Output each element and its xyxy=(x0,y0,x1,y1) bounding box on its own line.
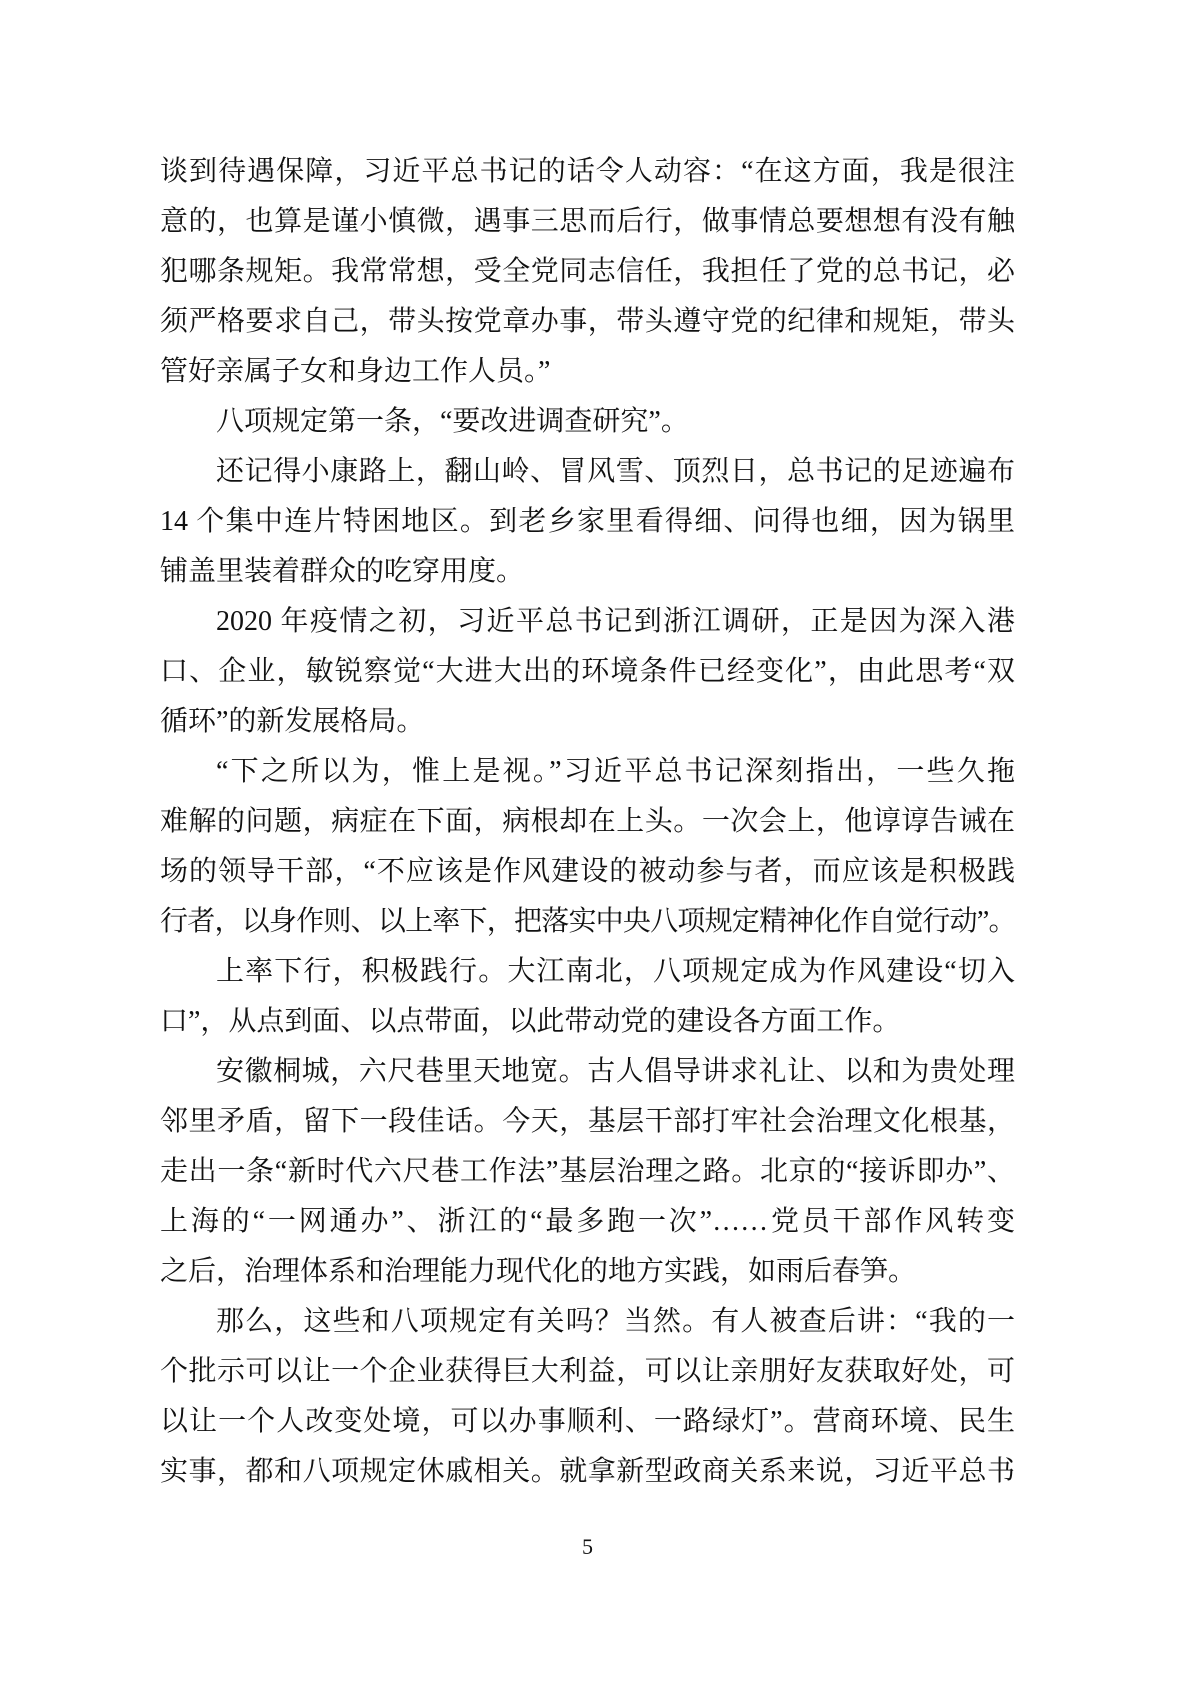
text-line: 铺盖里装着群众的吃穿用度。 xyxy=(160,556,525,587)
text-line: 还记得小康路上，翻山岭、冒风雪、顶烈日，总书记的足迹遍布 xyxy=(216,456,1015,487)
page-number: 5 xyxy=(582,1534,593,1559)
text-line: 八项规定第一条，“要改进调查研究”。 xyxy=(216,406,689,437)
text-line: 管好亲属子女和身边工作人员。” xyxy=(160,356,551,387)
text-line: 安徽桐城，六尺巷里天地宽。古人倡导讲求礼让、以和为贵处理 xyxy=(216,1056,1015,1087)
text-line: 行者，以身作则、以上率下，把落实中央八项规定精神化作自觉行动”。 xyxy=(160,906,1015,937)
text-line: 那么，这些和八项规定有关吗？当然。有人被查后讲：“我的一 xyxy=(216,1306,1015,1337)
text-line: 之后，治理体系和治理能力现代化的地方实践，如雨后春笋。 xyxy=(160,1256,917,1287)
text-line: 2020 年疫情之初，习近平总书记到浙江调研，正是因为深入港 xyxy=(216,606,1015,637)
text-line: 犯哪条规矩。我常常想，受全党同志信任，我担任了党的总书记，必 xyxy=(160,256,1015,287)
text-line: 须严格要求自己，带头按党章办事，带头遵守党的纪律和规矩，带头 xyxy=(160,306,1015,337)
text-line: 上率下行，积极践行。大江南北，八项规定成为作风建设“切入 xyxy=(216,956,1015,987)
text-line: 个批示可以让一个企业获得巨大利益，可以让亲朋好友获取好处，可 xyxy=(160,1356,1015,1387)
document-body xyxy=(160,147,1015,1497)
text-line: 口”，从点到面、以点带面，以此带动党的建设各方面工作。 xyxy=(160,1006,901,1037)
text-line: 口、企业，敏锐察觉“大进大出的环境条件已经变化”，由此思考“双 xyxy=(160,656,1015,687)
text-line: 场的领导干部，“不应该是作风建设的被动参与者，而应该是积极践 xyxy=(160,856,1015,887)
text-line: 以让一个人改变处境，可以办事顺利、一路绿灯”。营商环境、民生 xyxy=(160,1406,1015,1437)
text-line: 邻里矛盾，留下一段佳话。今天，基层干部打牢社会治理文化根基， xyxy=(160,1106,1015,1137)
text-line: 14 个集中连片特困地区。到老乡家里看得细、问得也细，因为锅里 xyxy=(160,506,1015,537)
text-line: 谈到待遇保障，习近平总书记的话令人动容：“在这方面，我是很注 xyxy=(160,156,1015,187)
text-line: “下之所以为，惟上是视。”习近平总书记深刻指出，一些久拖 xyxy=(216,756,1015,787)
page-footer xyxy=(160,1534,1015,1560)
text-line: 上海的“一网通办”、浙江的“最多跑一次”……党员干部作风转变 xyxy=(160,1206,1015,1237)
text-line: 走出一条“新时代六尺巷工作法”基层治理之路。北京的“接诉即办”、 xyxy=(160,1156,1015,1187)
text-line: 实事，都和八项规定休戚相关。就拿新型政商关系来说，习近平总书 xyxy=(160,1456,1015,1487)
text-line: 循环”的新发展格局。 xyxy=(160,706,425,737)
text-line: 意的，也算是谨小慎微，遇事三思而后行，做事情总要想想有没有触 xyxy=(160,206,1015,237)
text-line: 难解的问题，病症在下面，病根却在上头。一次会上，他谆谆告诫在 xyxy=(160,806,1015,837)
